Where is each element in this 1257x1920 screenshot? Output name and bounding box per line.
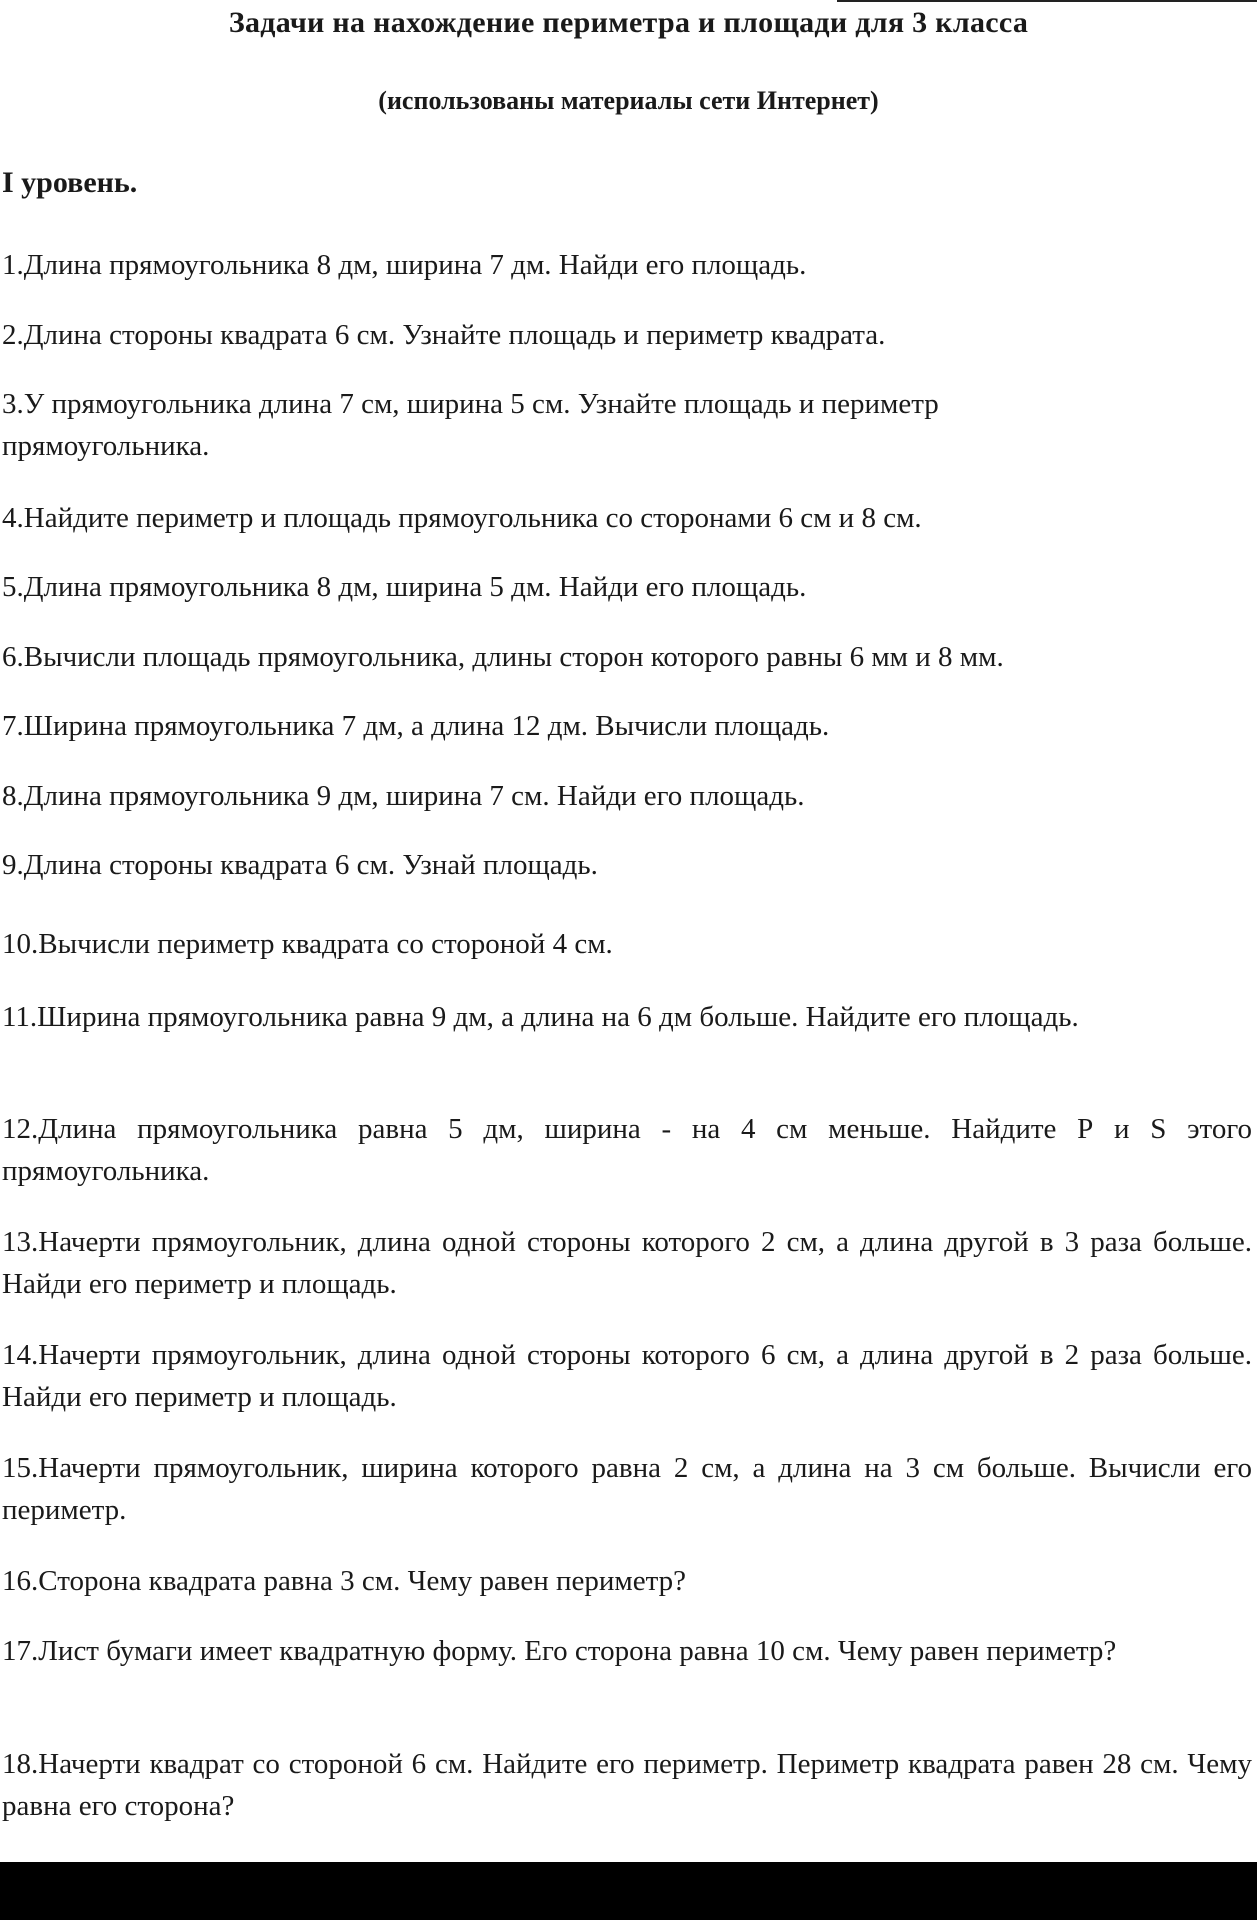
bottom-black-bar: [0, 1862, 1257, 1920]
level-heading: I уровень.: [2, 166, 138, 199]
task-18: 18.Начерти квадрат со стороной 6 см. Найдите его периметр. Периметр квадрата равен 28 см. Чему равна его сторона?: [2, 1748, 1252, 1822]
document-subtitle: (использованы материалы сети Интернет): [378, 86, 879, 115]
task-8: 8.Длина прямоугольника 9 дм, ширина 7 см. Найди его площадь.: [2, 780, 805, 812]
task-10: 10.Вычисли периметр квадрата со стороной 4 см.: [2, 928, 613, 960]
task-14: 14.Начерти прямоугольник, длина одной стороны которого 6 см, а длина другой в 2 раза больше. Найди его периметр и площадь.: [2, 1339, 1252, 1413]
task-17: 17.Лист бумаги имеет квадратную форму. Его сторона равна 10 см. Чему равен периметр?: [2, 1635, 1117, 1667]
document-title: Задачи на нахождение периметра и площади для 3 класса: [228, 6, 1029, 39]
task-7: 7.Ширина прямоугольника 7 дм, а длина 12 дм. Вычисли площадь.: [2, 710, 830, 742]
task-3: 3.У прямоугольника длина 7 см, ширина 5 см. Узнайте площадь и периметр прямоугольника.: [2, 388, 939, 462]
task-2: 2.Длина стороны квадрата 6 см. Узнайте площадь и периметр квадрата.: [2, 319, 886, 351]
task-11: 11.Ширина прямоугольника равна 9 дм, а длина на 6 дм больше. Найдите его площадь.: [2, 1001, 1079, 1033]
task-4: 4.Найдите периметр и площадь прямоугольника со сторонами 6 см и 8 см.: [2, 502, 922, 534]
task-9: 9.Длина стороны квадрата 6 см. Узнай площадь.: [2, 849, 598, 881]
task-13: 13.Начерти прямоугольник, длина одной стороны которого 2 см, а длина другой в 3 раза больше. Найди его периметр и площадь.: [2, 1226, 1252, 1300]
task-6: 6.Вычисли площадь прямоугольника, длины сторон которого равны 6 мм и 8 мм.: [2, 641, 1004, 673]
task-1: 1.Длина прямоугольника 8 дм, ширина 7 дм. Найди его площадь.: [2, 249, 807, 281]
task-12: 12.Длина прямоугольника равна 5 дм, ширина - на 4 см меньше. Найдите Р и S этого прямоугольника.: [2, 1113, 1252, 1187]
task-15: 15.Начерти прямоугольник, ширина которого равна 2 см, а длина на 3 см больше. Вычисли его периметр.: [2, 1452, 1252, 1526]
task-5: 5.Длина прямоугольника 8 дм, ширина 5 дм. Найди его площадь.: [2, 571, 807, 603]
top-border-line: [837, 0, 1257, 2]
task-16: 16.Сторона квадрата равна 3 см. Чему равен периметр?: [2, 1565, 687, 1597]
